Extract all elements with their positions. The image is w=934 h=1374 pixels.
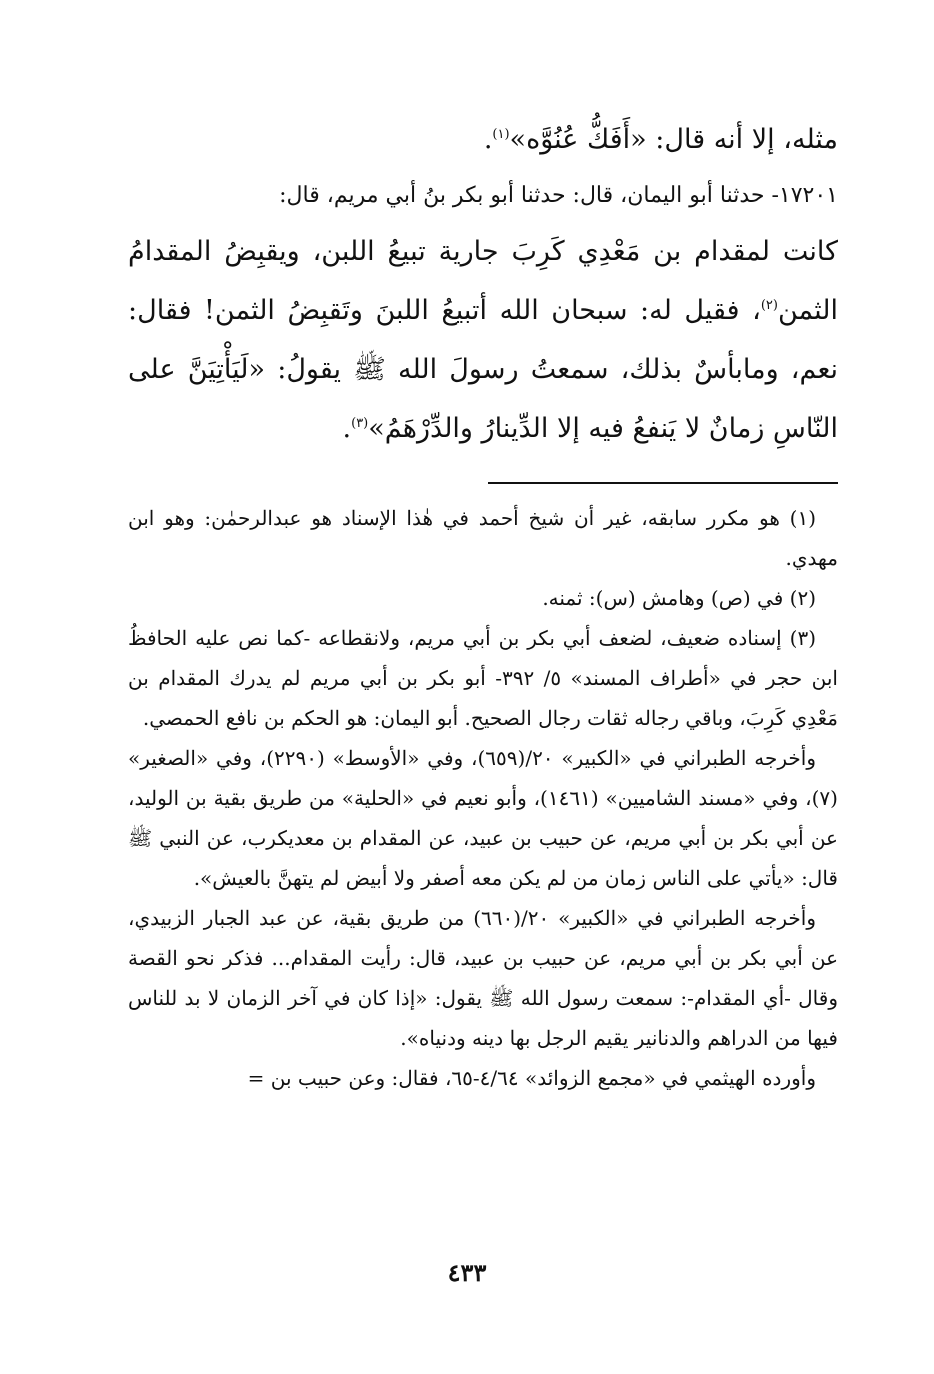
page-body [128,118,838,1098]
footnote-ref-2: (٢) [760,298,778,313]
continuation-period: . [483,124,493,155]
hadith-end-period: . [342,413,352,444]
footnote-ref-3: (٣) [351,416,369,431]
footnote-divider [488,482,838,484]
footnote-3: (٣) إسناده ضعيف، لضعف أبي بكر بن أبي مريم، ولانقطاعه -كما نص عليه الحافظُ ابن حجر في «أطراف المسند» ٥/ ٣٩٢- أبو بكر بن أبي مريم لم يدرك المقدام بن مَعْدِي كَرِبَ، وباقي رجاله ثقات رجال الصحيح. أبو اليمان: هو الحكم بن نافع الحمصي. [128,626,838,730]
footnote-3-paragraph-4: وأورده الهيثمي في «مجمع الزوائد» ٤/٦٤-٦٥، فقال: وعن حبيب بن = [247,1066,816,1090]
hadith-matn [128,222,838,458]
continuation-line [128,118,838,162]
footnote-ref-1: (١) [492,127,510,142]
footnote-3-paragraph-2: وأخرجه الطبراني في «الكبير» ٢٠/(٦٥٩)، وفي «الأوسط» (٢٢٩٠)، وفي «الصغير» (٧)، وفي «مسند الشاميين» (١٤٦١)، وأبو نعيم في «الحلية» من طريق بقية بن الوليد، عن أبي بكر بن أبي مريم، عن حبيب بن عبيد، عن المقدام بن معديكرب، عن النبي ﷺ قال: «يأتي على الناس زمان من لم يكن معه أصفر ولا أبيض لم يتهنَّ بالعيش». [128,746,838,890]
page-number: ٤٣٣ [447,1258,487,1287]
footnote-3-paragraph-3: وأخرجه الطبراني في «الكبير» ٢٠/(٦٦٠) من طريق بقية، عن عبد الجبار الزبيدي، عن أبي بكر بن أبي مريم، عن حبيب بن عبيد، قال: رأيت المقدام... فذكر نحو القصة وقال -أي المقدام-: سمعت رسول الله ﷺ يقول: «إذا كان في آخر الزمان لا بد للناس فيها من الدراهم والدنانير يقيم الرجل بها دينه ودنياه». [128,906,838,1050]
hadith-text-part-1: كانت لمقدام بن مَعْدِي كَرِبَ جارية تبيعُ اللبن، ويقبِضُ المقدامُ الثمن [128,236,838,326]
hadith-text-part-2: ، فقيل له: سبحان الله أتبيعُ اللبنَ وتَقبِضُ الثمن! فقال: نعم، ومابأسٌ بذلك، سمعتُ رسولَ الله ﷺ يقولُ: «لَيَأْتِيَنَّ على النّاسِ زمانٌ لا يَنفعُ فيه إلا الدِّينارُ والدِّرْهَمُ» [128,295,838,444]
hadith-isnad: ١٧٢٠١- حدثنا أبو اليمان، قال: حدثنا أبو بكر بنُ أبي مريم، قال: [279,183,838,208]
footnote-2: (٢) في (ص) وهامش (س): ثمنه. [542,586,816,610]
footnotes-section [128,498,838,1098]
footnote-1: (١) هو مكرر سابقه، غير أن شيخ أحمد في هٰذا الإسناد هو عبدالرحمٰن: وهو ابن مهدي. [128,506,838,570]
continuation-text: مثله، إلا أنه قال: «أَفَكُّ عُنُوَّه» [509,124,838,155]
